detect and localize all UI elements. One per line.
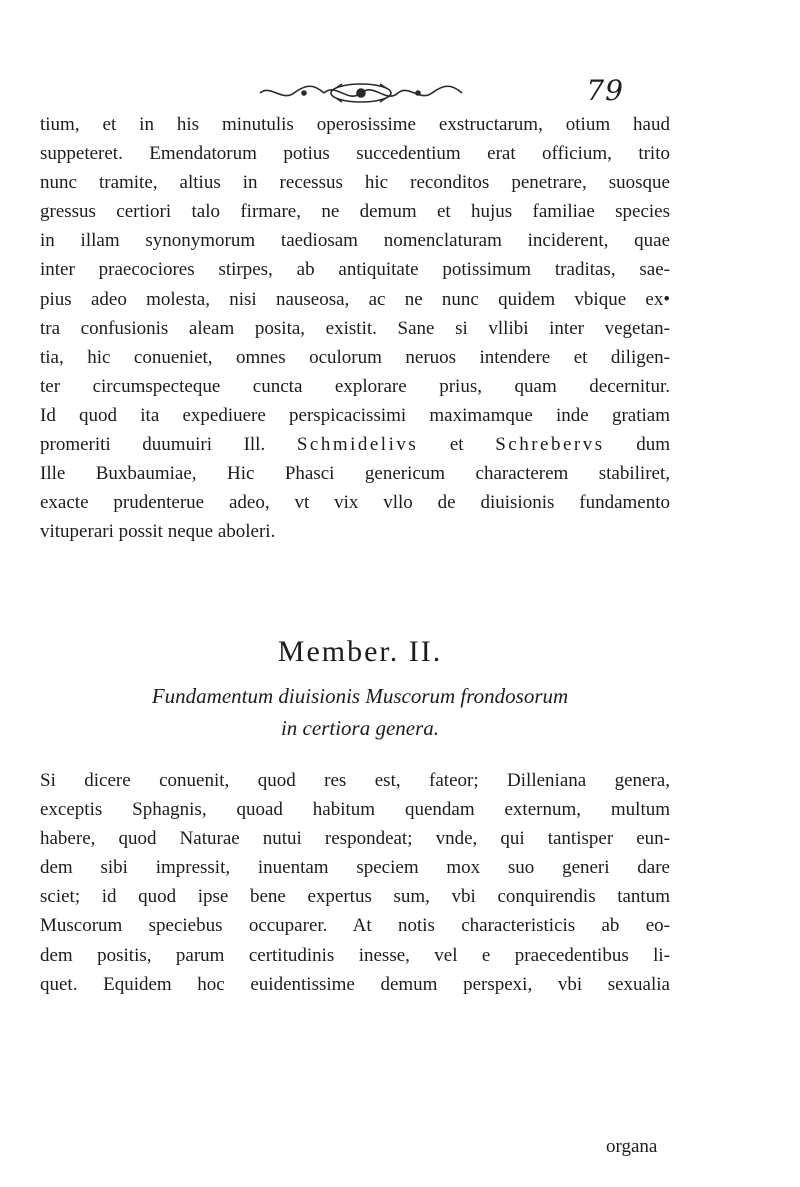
text-line: Muscorum speciebus occuparer. At notis characteristicis ab eo- (40, 915, 670, 937)
text-line: pius adeo molesta, nisi nauseosa, ac ne nunc quidem vbique ex• (40, 288, 670, 310)
text-line: Ille Buxbaumiae, Hic Phasci genericum characterem stabiliret, (40, 463, 670, 485)
text-line: tium, et in his minutulis operosissime exstructarum, otium haud (40, 114, 670, 135)
line-text-after: dum (604, 434, 670, 456)
line-text-before: promeriti duumuiri Ill. (40, 434, 297, 456)
text-line: sciet; id quod ipse bene expertus sum, vbi conquirendis tantum (40, 886, 670, 908)
text-line: Id quod ita expediuere perspicacissimi maximamque inde gratiam (40, 404, 670, 426)
text-line: quet. Equidem hoc euidentissime demum perspexi, vbi sexualia (40, 973, 670, 995)
text-line: vituperari possit neque aboleri. (40, 521, 276, 543)
text-line (40, 430, 670, 459)
text-line: inter praecociores stirpes, ab antiquitate potissimum traditas, sae- (40, 259, 670, 281)
text-line: dem positis, parum certitudinis inesse, vel e praecedentibus li- (40, 944, 670, 966)
text-line: dem sibi impressit, inuentam speciem mox suo generi dare (40, 857, 670, 879)
line-text-middle: et (418, 434, 496, 456)
section-subtitle: in certiora genera. (280, 716, 440, 740)
text-line: in illam synonymorum taediosam nomenclaturam inciderent, quae (40, 230, 670, 252)
text-line: habere, quod Naturae nutui respondeat; vnde, qui tantisper eun- (40, 828, 670, 850)
text-line: ter circumspecteque cuncta explorare prius, quam decernitur. (40, 375, 670, 397)
text-line: gressus certiori talo firmare, ne demum et hujus familiae species (40, 201, 670, 223)
section-subtitle: Fundamentum diuisionis Muscorum frondosorum (151, 684, 569, 708)
text-line: suppeteret. Emendatorum potius succedentium erat officium, trito (40, 143, 670, 165)
text-line: tra confusionis aleam posita, existit. Sane si vllibi inter vegetan- (40, 317, 670, 339)
text-line: nunc tramite, altius in recessus hic reconditos penetrare, suosque (40, 172, 670, 194)
text-line: tia, hic conueniet, omnes oculorum neruos intendere et diligen- (40, 346, 670, 368)
author-name-schreber: Schrebervs (495, 434, 605, 456)
paragraph-second (40, 766, 670, 999)
section-heading: Member. II. (277, 635, 443, 668)
page-number: 79 (586, 74, 624, 107)
paragraph-main (40, 110, 670, 546)
text-line: Si dicere conuenit, quod res est, fateor; Dilleniana genera, (40, 770, 670, 791)
text-line: exacte prudenterue adeo, vt vix vllo de diuisionis fundamento (40, 492, 670, 514)
catchword: organa (606, 1136, 658, 1157)
author-name-schmidel: Schmidelivs (296, 434, 419, 456)
decorative-ornament-icon (256, 78, 466, 108)
text-line: exceptis Sphagnis, quoad habitum quendam externum, multum (40, 799, 670, 821)
